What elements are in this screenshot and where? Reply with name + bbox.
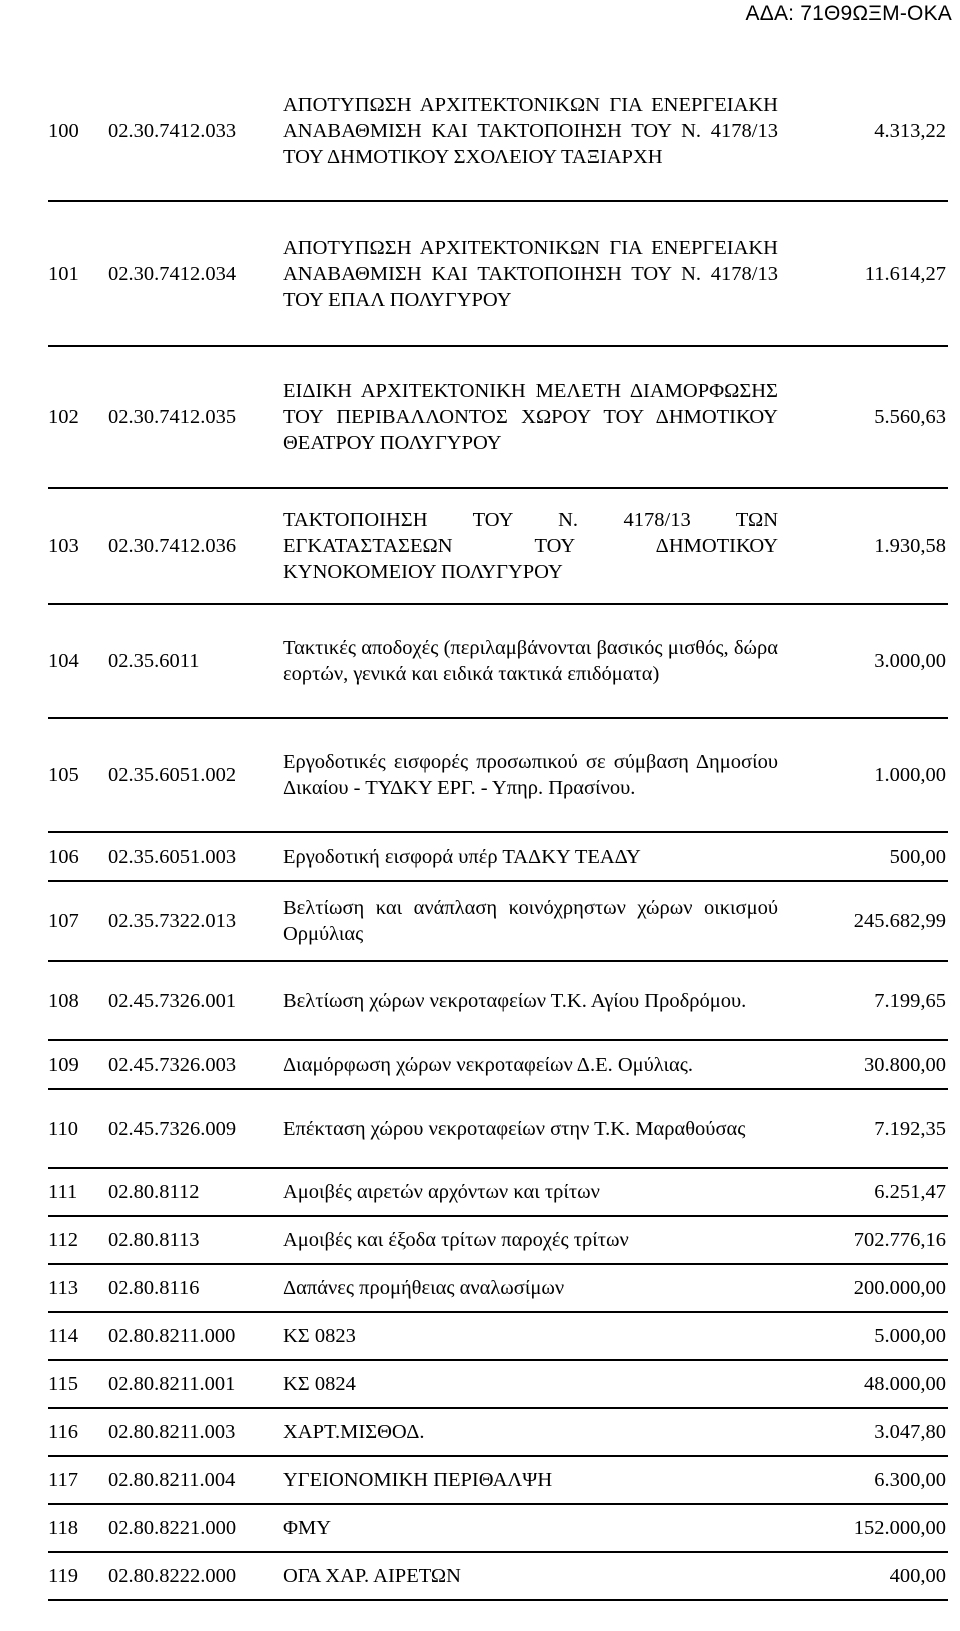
table-row xyxy=(48,1457,948,1505)
table-row xyxy=(48,1505,948,1553)
account-code: 02.35.7322.013 xyxy=(108,910,237,932)
row-amount: 1.000,00 xyxy=(874,764,946,786)
row-description: ΕΙΔΙΚΗ ΑΡΧΙΤΕΚΤΟΝΙΚΗ ΜΕΛΕΤΗ ΔΙΑΜΟΡΦΩΣΗΣ ΤΟΥ ΠΕΡΙΒΑΛΛΟΝΤΟΣ ΧΩΡΟΥ ΤΟΥ ΔΗΜΟΤΙΚΟΥ ΘΕΑΤΡΟΥ ΠΟΛΥΓΥΡΟΥ xyxy=(283,380,778,454)
row-amount: 245.682,99 xyxy=(853,910,946,932)
row-description: Διαμόρφωση χώρων νεκροταφείων Δ.Ε. Ομύλιας. xyxy=(283,1053,693,1076)
row-number: 108 xyxy=(48,989,79,1012)
row-number: 112 xyxy=(48,1229,78,1251)
row-description: ΦΜΥ xyxy=(283,1517,332,1539)
table-row xyxy=(48,1553,948,1601)
table-row xyxy=(48,882,948,962)
table-row xyxy=(48,833,948,882)
account-code: 02.30.7412.036 xyxy=(108,535,237,557)
account-code: 02.45.7326.001 xyxy=(108,989,237,1012)
row-number: 104 xyxy=(48,650,79,672)
row-description: ΑΠΟΤΥΠΩΣΗ ΑΡΧΙΤΕΚΤΟΝΙΚΩΝ ΓΙΑ ΕΝΕΡΓΕΙΑΚΗ ΑΝΑΒΑΘΜΙΣΗ ΚΑΙ ΤΑΚΤΟΠΟΙΗΣΗ ΤΟΥ Ν. 4178/13 ΤΟΥ ΕΠΑΛ ΠΟΛΥΓΥΡΟΥ xyxy=(283,236,778,311)
row-amount: 200.000,00 xyxy=(853,1277,946,1299)
table-row xyxy=(48,347,948,489)
account-code: 02.80.8116 xyxy=(108,1277,200,1299)
account-code: 02.35.6011 xyxy=(108,650,200,672)
row-number: 118 xyxy=(48,1517,78,1539)
row-amount: 11.614,27 xyxy=(864,262,946,285)
row-description: ΚΣ 0824 xyxy=(283,1373,356,1395)
row-number: 115 xyxy=(48,1373,78,1395)
table-row xyxy=(48,1265,948,1313)
account-code: 02.80.8221.000 xyxy=(108,1517,237,1539)
account-code: 02.80.8211.001 xyxy=(108,1373,236,1395)
table-row xyxy=(48,62,948,202)
ada-code: ΑΔΑ: 71Θ9ΩΞΜ-ΟΚΑ xyxy=(745,2,952,25)
row-description: Τακτικές αποδοχές (περιλαμβάνονται βασικός μισθός, δώρα εορτών, γενικά και ειδικά τακτικά επιδόματα) xyxy=(283,637,778,685)
table-row xyxy=(48,489,948,605)
row-description: ΧΑΡΤ.ΜΙΣΘΟΔ. xyxy=(283,1421,425,1443)
account-code: 02.30.7412.034 xyxy=(108,262,237,285)
account-code: 02.80.8113 xyxy=(108,1229,200,1251)
row-number: 114 xyxy=(48,1325,78,1347)
table-row xyxy=(48,1041,948,1090)
row-amount: 500,00 xyxy=(889,845,946,868)
row-description: ΟΓΑ ΧΑΡ. ΑΙΡΕΤΩΝ xyxy=(283,1565,461,1587)
row-description: Επέκταση χώρου νεκροταφείων στην Τ.Κ. Μαραθούσας xyxy=(283,1117,746,1140)
table-row xyxy=(48,1409,948,1457)
row-number: 113 xyxy=(48,1277,78,1299)
table-row xyxy=(48,1169,948,1217)
row-amount: 5.560,63 xyxy=(874,406,946,428)
row-description: Εργοδοτική εισφορά υπέρ ΤΑΔΚΥ ΤΕΑΔΥ xyxy=(283,845,641,868)
row-amount: 3.047,80 xyxy=(874,1421,946,1443)
row-number: 102 xyxy=(48,406,79,428)
account-code: 02.80.8211.000 xyxy=(108,1325,236,1347)
row-description: Βελτίωση χώρων νεκροταφείων Τ.Κ. Αγίου Προδρόμου. xyxy=(283,989,747,1012)
budget-table xyxy=(48,62,948,1601)
row-number: 105 xyxy=(48,764,79,786)
account-code: 02.35.6051.003 xyxy=(108,845,237,868)
table-row xyxy=(48,962,948,1041)
account-code: 02.80.8222.000 xyxy=(108,1565,237,1587)
row-number: 100 xyxy=(48,120,79,142)
account-code: 02.80.8211.004 xyxy=(108,1469,236,1491)
row-amount: 152.000,00 xyxy=(853,1517,946,1539)
row-amount: 702.776,16 xyxy=(853,1229,946,1251)
table-row xyxy=(48,719,948,833)
row-description: ΑΠΟΤΥΠΩΣΗ ΑΡΧΙΤΕΚΤΟΝΙΚΩΝ ΓΙΑ ΕΝΕΡΓΕΙΑΚΗ ΑΝΑΒΑΘΜΙΣΗ ΚΑΙ ΤΑΚΤΟΠΟΙΗΣΗ ΤΟΥ Ν. 4178/13 ΤΟΥ ΔΗΜΟΤΙΚΟΥ ΣΧΟΛΕΙΟΥ ΤΑΞΙΑΡΧΗ xyxy=(283,94,778,168)
table-row xyxy=(48,1090,948,1169)
row-amount: 7.192,35 xyxy=(874,1117,946,1140)
table-row xyxy=(48,202,948,347)
row-number: 119 xyxy=(48,1565,78,1587)
account-code: 02.45.7326.003 xyxy=(108,1053,237,1076)
row-amount: 7.199,65 xyxy=(874,989,946,1012)
row-description: Εργοδοτικές εισφορές προσωπικού σε σύμβαση Δημοσίου Δικαίου - ΤΥΔΚΥ ΕΡΓ. - Υπηρ. Πρασίνου. xyxy=(283,751,778,799)
account-code: 02.35.6051.002 xyxy=(108,764,237,786)
table-row xyxy=(48,605,948,719)
table-row xyxy=(48,1313,948,1361)
account-code: 02.80.8211.003 xyxy=(108,1421,236,1443)
row-description: Αμοιβές αιρετών αρχόντων και τρίτων xyxy=(283,1181,600,1203)
row-amount: 4.313,22 xyxy=(874,120,946,142)
row-number: 111 xyxy=(48,1181,78,1203)
row-number: 116 xyxy=(48,1421,78,1443)
row-number: 117 xyxy=(48,1469,78,1491)
table-row xyxy=(48,1361,948,1409)
row-amount: 3.000,00 xyxy=(874,650,946,672)
row-number: 109 xyxy=(48,1053,79,1076)
row-amount: 30.800,00 xyxy=(864,1053,946,1076)
row-amount: 48.000,00 xyxy=(864,1373,946,1395)
row-amount: 1.930,58 xyxy=(874,535,946,557)
row-number: 110 xyxy=(48,1117,78,1140)
row-number: 101 xyxy=(48,262,79,285)
row-amount: 400,00 xyxy=(889,1565,946,1587)
row-description: ΤΑΚΤΟΠΟΙΗΣΗ ΤΟΥ Ν. 4178/13 ΤΩΝ ΕΓΚΑΤΑΣΤΑΣΕΩΝ ΤΟΥ ΔΗΜΟΤΙΚΟΥ ΚΥΝΟΚΟΜΕΙΟΥ ΠΟΛΥΓΥΡΟΥ xyxy=(283,509,778,583)
account-code: 02.30.7412.035 xyxy=(108,406,237,428)
table-row xyxy=(48,1217,948,1265)
row-number: 103 xyxy=(48,535,79,557)
row-description: ΚΣ 0823 xyxy=(283,1325,356,1347)
row-description: Βελτίωση και ανάπλαση κοινόχρηστων χώρων οικισμού Ορμύλιας xyxy=(283,897,778,945)
account-code: 02.45.7326.009 xyxy=(108,1117,237,1140)
row-amount: 5.000,00 xyxy=(874,1325,946,1347)
row-description: Δαπάνες προμήθειας αναλωσίμων xyxy=(283,1277,565,1299)
row-description: Αμοιβές και έξοδα τρίτων παροχές τρίτων xyxy=(283,1229,629,1251)
account-code: 02.30.7412.033 xyxy=(108,120,237,142)
row-number: 106 xyxy=(48,845,79,868)
row-number: 107 xyxy=(48,910,79,932)
row-description: ΥΓΕΙΟΝΟΜΙΚΗ ΠΕΡΙΘΑΛΨΗ xyxy=(283,1469,553,1491)
account-code: 02.80.8112 xyxy=(108,1181,200,1203)
row-amount: 6.251,47 xyxy=(874,1181,946,1203)
row-amount: 6.300,00 xyxy=(874,1469,946,1491)
